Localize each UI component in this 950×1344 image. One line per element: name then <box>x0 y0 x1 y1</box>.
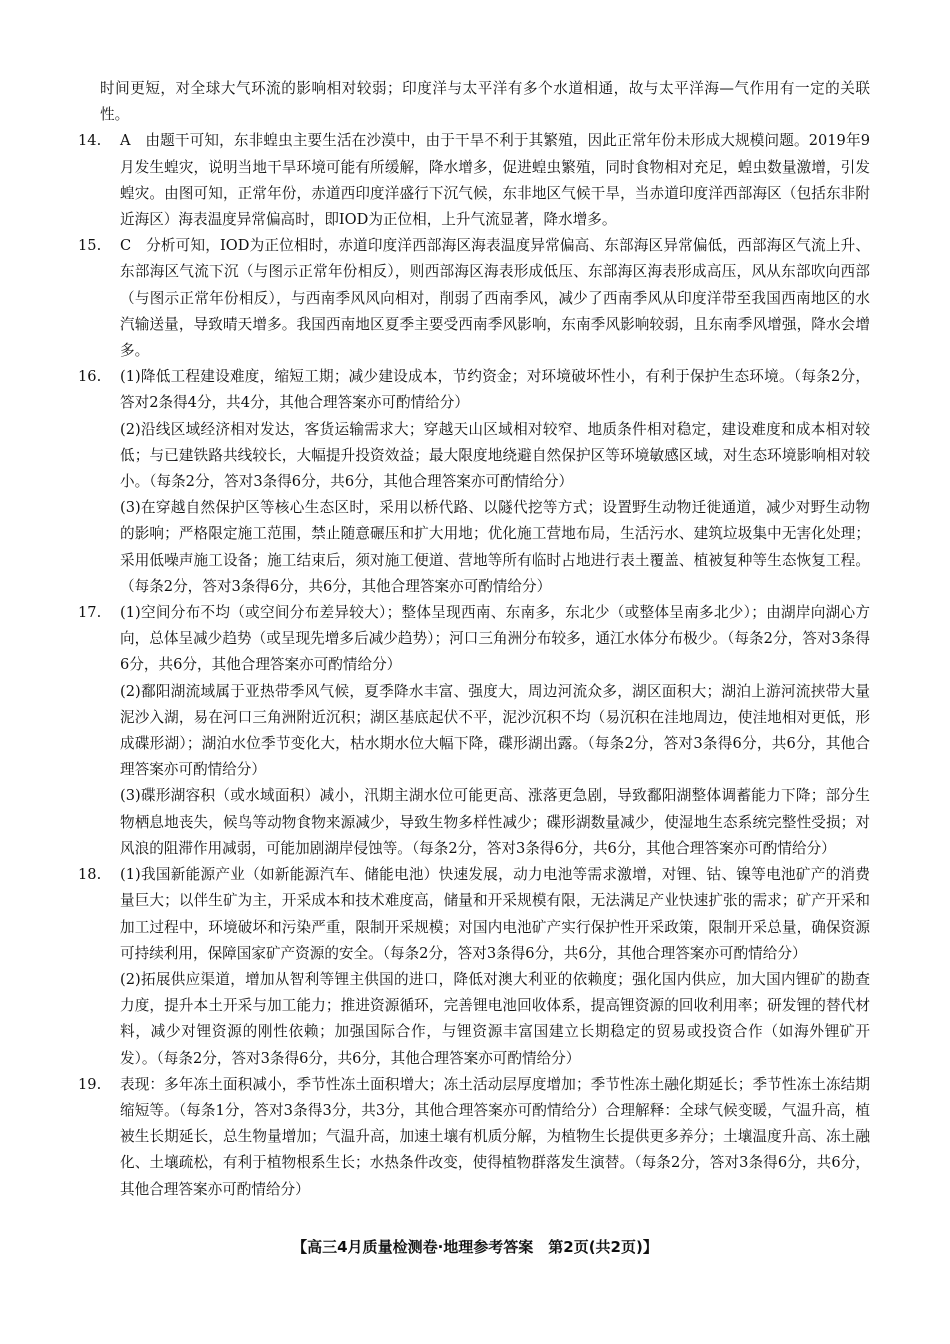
question-number: 15. <box>78 237 102 255</box>
question-number: 16. <box>78 368 102 386</box>
question-number: 18. <box>78 866 102 884</box>
answer-paragraph: 表现：多年冻土面积减小，季节性冻土面积增大；冻土活动层厚度增加；季节性冻土融化期延长；季节性冻土冻结期缩短等。（每条1分，答对3条得3分，共3分，其他合理答案亦可酌情给分）合理解释：全球气候变暖，气温升高，植被生长期延长，总生物量增加；气温升高，加速土壤有机质分解，为植物生长提供更多养分；土壤温度升高、冻土融化、土壤疏松，有利于植物根系生长；水热条件改变，使得植物群落发生演替。（每条2分，答对3条得6分，共6分，其他合理答案亦可酌情给分） <box>120 1075 870 1198</box>
answer-15 <box>78 233 870 364</box>
answer-part-2: (2)拓展供应渠道，增加从智利等锂主供国的进口，降低对澳大利亚的依赖度；强化国内供应，加大国内锂矿的勘查力度，提升本土开采与加工能力；推进资源循环，完善锂电池回收体系，提高锂资源的回收利用率；研发锂的替代材料，减少对锂资源的刚性依赖；加强国际合作，与锂资源丰富国建立长期稳定的贸易或投资合作（如海外锂矿开发）。（每条2分，答对3条得6分，共6分，其他合理答案亦可酌情给分） <box>120 970 870 1067</box>
answer-16 <box>78 364 870 600</box>
intro-paragraph: 时间更短，对全球大气环流的影响相对较弱；印度洋与太平洋有多个水道相通，故与太平洋海—气作用有一定的关联性。 <box>100 80 870 124</box>
answer-part-2: (2)鄱阳湖流域属于亚热带季风气候，夏季降水丰富、强度大，周边河流众多，湖区面积大；湖泊上游河流挟带大量泥沙入湖，易在河口三角洲附近沉积；湖区基底起伏不平，泥沙沉积不均（易沉积在洼地周边，使洼地相对更低，形成碟形湖）；湖泊水位季节变化大，枯水期水位大幅下降，碟形湖出露。（每条2分，答对3条得6分，共6分，其他合理答案亦可酌情给分） <box>120 682 870 779</box>
answer-17 <box>78 600 870 862</box>
answer-14 <box>78 128 870 233</box>
answer-paragraph: A 由题干可知，东非蝗虫主要生活在沙漠中，由于干旱不利于其繁殖，因此正常年份未形成大规模问题。2019年9月发生蝗灾，说明当地干旱环境可能有所缓解，降水增多，促进蝗虫繁殖，同时食物相对充足，蝗虫数量激增，引发蝗灾。由图可知，正常年份，赤道西印度洋盛行下沉气候，东非地区气候干旱，当赤道印度洋西部海区（包括东非附近海区）海表温度异常偏高时，即IOD为正位相，上升气流显著，降水增多。 <box>120 132 870 229</box>
page-footer: 【高三4月质量检测卷·地理参考答案 第2页(共2页)】 <box>292 1238 658 1256</box>
answer-page <box>78 76 870 1203</box>
question-number: 14. <box>78 132 102 150</box>
answer-part-1: (1)我国新能源产业（如新能源汽车、储能电池）快速发展，动力电池等需求激增，对锂、钴、镍等电池矿产的消费量巨大；以伴生矿为主，开采成本和技术难度高，储量和开采规模有限，无法满足产业快速扩张的需求；矿产开采和加工过程中，环境破坏和污染严重，限制开采规模；对国内电池矿产实行保护性开采政策，限制开采总量，确保资源可持续利用，保障国家矿产资源的安全。（每条2分，答对3条得6分，共6分，其他合理答案亦可酌情给分） <box>120 866 870 962</box>
question-number: 19. <box>78 1075 102 1093</box>
answer-part-2: (2)沿线区域经济相对发达，客货运输需求大；穿越天山区域相对较窄、地质条件相对稳定，建设难度和成本相对较低；与已建铁路共线较长，大幅提升投资效益；最大限度地绕避自然保护区等环境敏感区域，对生态环境影响相对较小。（每条2分，答对3条得6分，共6分，其他合理答案亦可酌情给分） <box>120 420 870 491</box>
answer-part-1: (1)空间分布不均（或空间分布差异较大）；整体呈现西南、东南多，东北少（或整体呈南多北少）；由湖岸向湖心方向，总体呈减少趋势（或呈现先增多后减少趋势）；河口三角洲分布较多，通江水体分布极少。（每条2分，答对3条得6分，共6分，其他合理答案亦可酌情给分） <box>120 604 870 674</box>
answer-part-1: (1)降低工程建设难度，缩短工期；减少建设成本，节约资金；对环境破坏性小，有利于保护生态环境。（每条2分，答对2条得4分，共4分，其他合理答案亦可酌情给分） <box>120 368 870 412</box>
answer-paragraph: C 分析可知，IOD为正位相时，赤道印度洋西部海区海表温度异常偏高、东部海区异常偏低，西部海区气流上升、东部海区气流下沉（与图示正常年份相反），则西部海区海表形成低压、东部海区海表形成高压，风从东部吹向西部（与图示正常年份相反），与西南季风风向相对，削弱了西南季风，减少了西南季风从印度洋带至我国西南地区的水汽输送量，导致晴天增多。我国西南地区夏季主要受西南季风影响，东南季风影响较弱，且东南季风增强，降水会增多。 <box>120 237 870 360</box>
answer-part-3: (3)碟形湖容积（或水域面积）减小，汛期主湖水位可能更高、涨落更急剧，导致鄱阳湖整体调蓄能力下降；部分生物栖息地丧失，候鸟等动物食物来源减少，导致生物多样性减少；碟形湖数量减少，使湿地生态系统完整性受损；对风浪的阻滞作用减弱，可能加剧湖岸侵蚀等。（每条2分，答对3条得6分，共6分，其他合理答案亦可酌情给分） <box>120 787 870 857</box>
question-number: 17. <box>78 604 102 622</box>
answer-part-3: (3)在穿越自然保护区等核心生态区时，采用以桥代路、以隧代挖等方式；设置野生动物迁徙通道，减少对野生动物的影响；严格限定施工范围，禁止随意碾压和扩大用地；优化施工营地布局，生活污水、建筑垃圾集中无害化处理；采用低噪声施工设备；施工结束后，须对施工便道、营地等所有临时占地进行表土覆盖、植被复种等生态恢复工程。（每条2分，答对3条得6分，共6分，其他合理答案亦可酌情给分） <box>120 499 870 595</box>
answer-18 <box>78 862 870 1072</box>
answer-19 <box>78 1072 870 1203</box>
